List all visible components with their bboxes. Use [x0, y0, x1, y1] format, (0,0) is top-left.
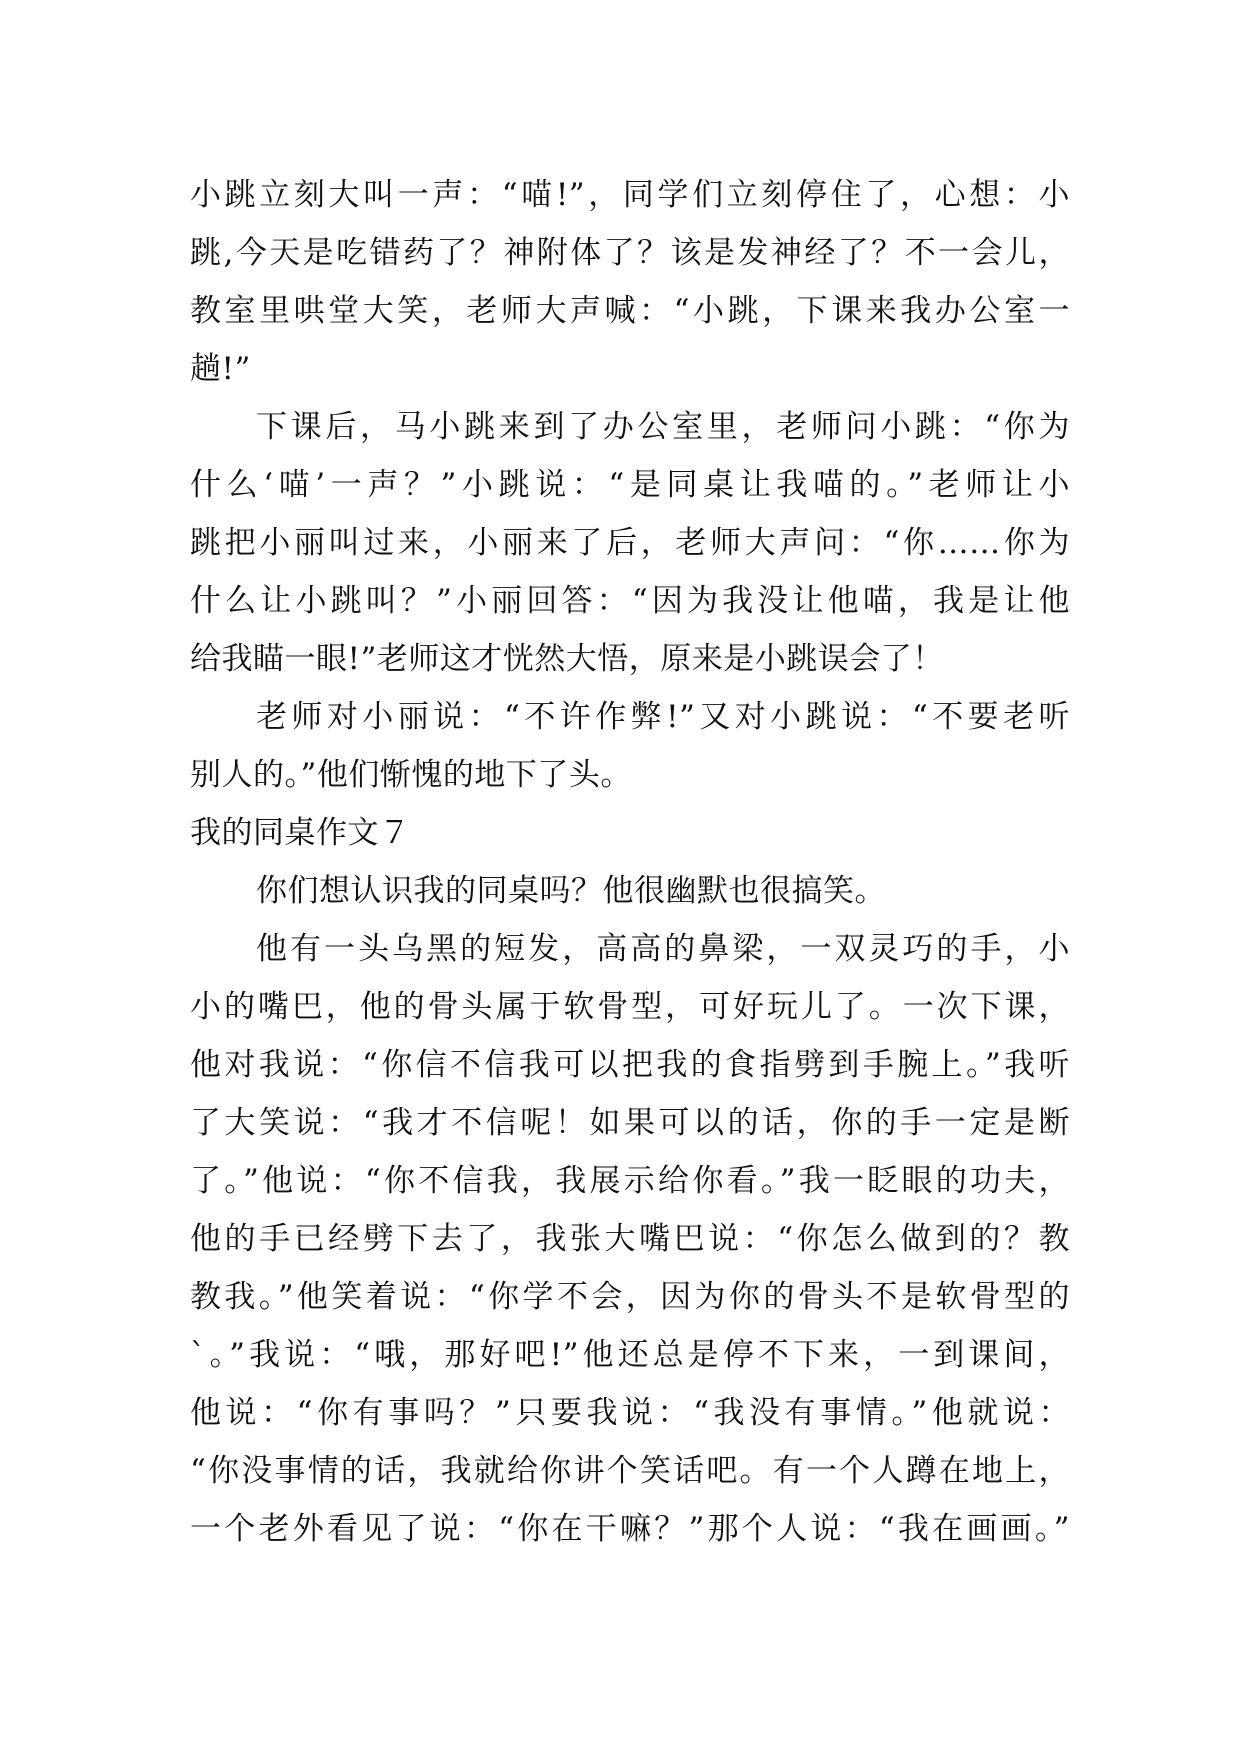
paragraph-first-line: 下课后，马小跳来到了办公室里，老师问小跳：“你为 — [256, 409, 1070, 445]
paragraph-first-line: 他有一头乌黑的短发，高高的鼻梁，一双灵巧的手，小 — [256, 931, 1070, 967]
section-title: 我的同桌作文７ — [190, 815, 411, 851]
text-line: 了。”他说：“你不信我，我展示给你看。”我一眨眼的功夫， — [190, 1163, 1070, 1199]
text-line: 跳,今天是吃错药了？神附体了？该是发神经了？不一会儿， — [190, 235, 1070, 271]
text-line: 趟!” — [190, 351, 251, 387]
text-line: 他说：“你有事吗？”只要我说：“我没有事情。”他就说： — [190, 1395, 1070, 1431]
text-line: `。”我说：“哦，那好吧!”他还总是停不下来，一到课间， — [190, 1337, 1070, 1373]
text-line: 跳把小丽叫过来，小丽来了后，老师大声问：“你……你为 — [190, 525, 1070, 561]
text-line: 教我。”他笑着说：“你学不会，因为你的骨头不是软骨型的 — [190, 1279, 1070, 1315]
text-line: 什么让小跳叫？”小丽回答：“因为我没让他喵，我是让他 — [190, 583, 1070, 619]
text-line: 小跳立刻大叫一声：“喵!”，同学们立刻停住了，心想：小 — [190, 177, 1070, 213]
text-line: 小的嘴巴，他的骨头属于软骨型，可好玩儿了。一次下课， — [190, 989, 1070, 1025]
paragraph-first-line: 老师对小丽说：“不许作弊!”又对小跳说：“不要老听 — [256, 699, 1070, 735]
text-line: 什么‘喵’一声？”小跳说：“是同桌让我喵的。”老师让小 — [190, 467, 1070, 503]
text-line: 教室里哄堂大笑，老师大声喊：“小跳，下课来我办公室一 — [190, 293, 1070, 329]
text-line: 了大笑说：“我才不信呢！如果可以的话，你的手一定是断 — [190, 1105, 1070, 1141]
text-line: 他对我说：“你信不信我可以把我的食指劈到手腕上。”我听 — [190, 1047, 1070, 1083]
paragraph-first-line: 你们想认识我的同桌吗？他很幽默也很搞笑。 — [256, 873, 886, 909]
text-line: 他的手已经劈下去了，我张大嘴巴说：“你怎么做到的？教 — [190, 1221, 1070, 1257]
text-line: 给我瞄一眼!”老师这才恍然大悟，原来是小跳误会了！ — [190, 641, 944, 677]
text-line: 别人的。”他们惭愧的地下了头。 — [190, 757, 632, 793]
text-line: 一个老外看见了说：“你在干嘛？”那个人说：“我在画画。” — [190, 1511, 1070, 1547]
essay-text — [190, 166, 1070, 1558]
text-line: “你没事情的话，我就给你讲个笑话吧。有一个人蹲在地上， — [190, 1453, 1070, 1489]
